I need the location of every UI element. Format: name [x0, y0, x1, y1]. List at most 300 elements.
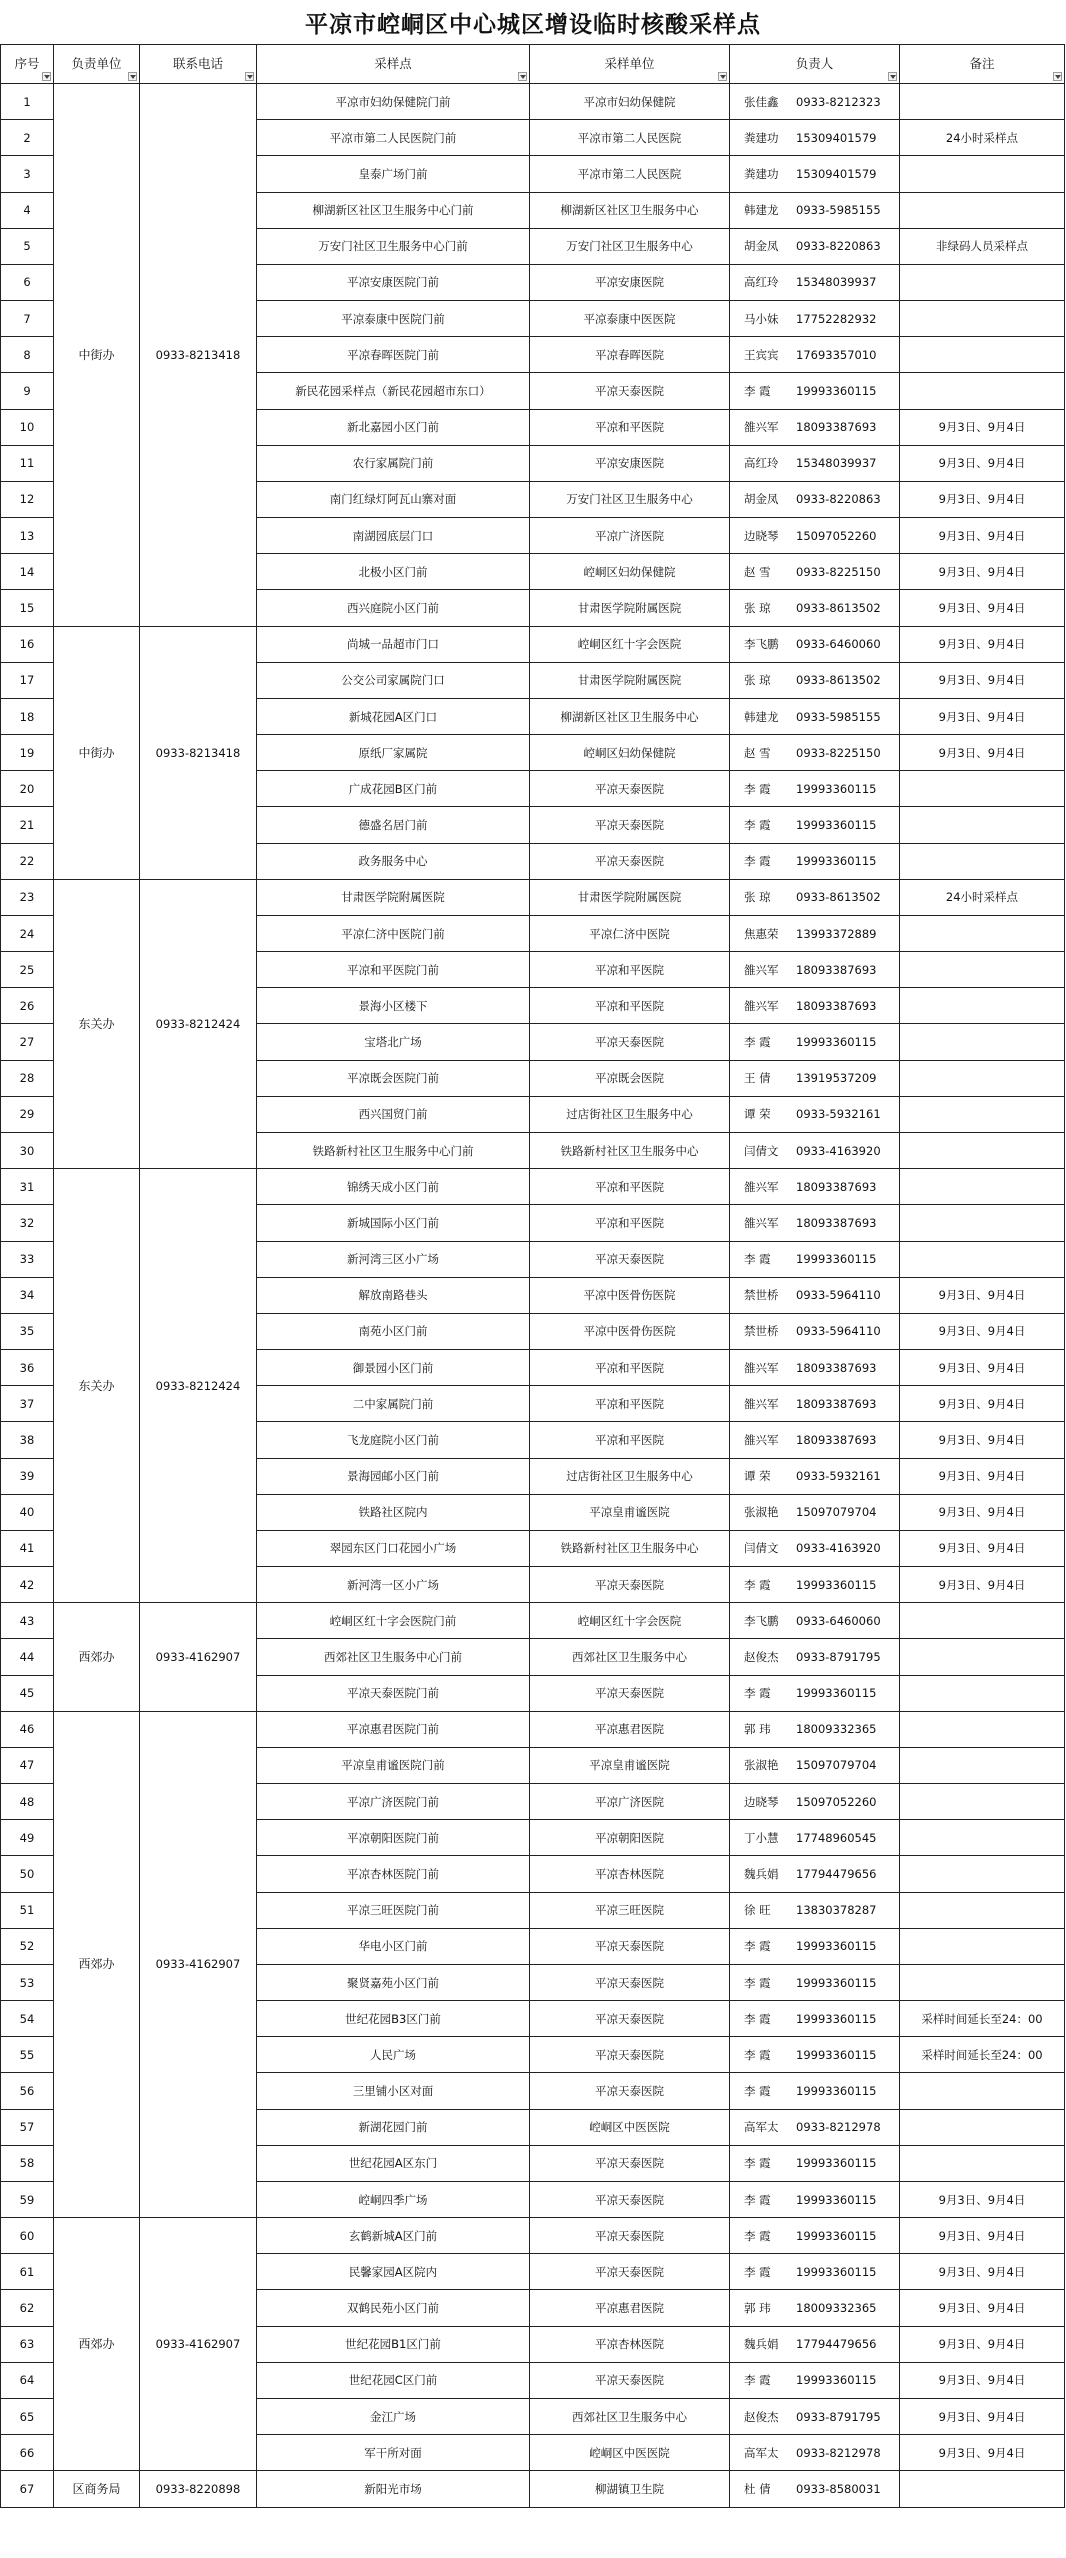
person-name: 张 琼 — [744, 673, 771, 688]
header-person[interactable]: 负责人 — [730, 45, 900, 84]
note — [900, 1892, 1065, 1928]
person-in-charge — [730, 2073, 900, 2109]
sampling-unit: 平凉天泰医院 — [530, 373, 730, 409]
sampling-unit: 平凉天泰医院 — [530, 843, 730, 879]
person-phone: 15348039937 — [796, 456, 877, 471]
sampling-unit: 崆峒区妇幼保健院 — [530, 554, 730, 590]
person-name: 魏兵娟 — [744, 1867, 779, 1881]
person-phone: 19993360115 — [796, 1975, 877, 1990]
note: 采样时间延长至24：00 — [900, 2001, 1065, 2037]
sampling-unit: 平凉天泰医院 — [530, 2037, 730, 2073]
person-in-charge — [730, 337, 900, 373]
sampling-site: 平凉天泰医院门前 — [257, 1675, 530, 1711]
header-unit[interactable]: 采样单位 — [530, 45, 730, 84]
sampling-unit: 平凉市第二人民医院 — [530, 156, 730, 192]
note — [900, 373, 1065, 409]
person-phone: 0933-6460060 — [796, 637, 881, 652]
person-name: 杜 倩 — [744, 2481, 771, 2496]
sampling-site: 平凉杏林医院门前 — [257, 1856, 530, 1892]
person-phone: 0933-8225150 — [796, 564, 881, 579]
person-phone: 0933-4163920 — [796, 1143, 881, 1158]
person-name: 赵 雪 — [744, 745, 771, 760]
person-name: 禁世桥 — [744, 1288, 779, 1303]
person-phone: 13993372889 — [796, 926, 877, 941]
note — [900, 915, 1065, 951]
person-phone: 19993360115 — [796, 1939, 877, 1954]
row-index: 37 — [1, 1386, 54, 1422]
note: 9月3日、9月4日 — [900, 1350, 1065, 1386]
person-name: 马小妹 — [744, 311, 779, 326]
note — [900, 1675, 1065, 1711]
responsible-office: 西郊办 — [54, 1603, 140, 1712]
sampling-unit: 平凉天泰医院 — [530, 2145, 730, 2181]
row-index: 60 — [1, 2218, 54, 2254]
person-name: 李 霞 — [744, 1577, 771, 1592]
table-row — [1, 2218, 1065, 2254]
person-phone: 19993360115 — [796, 1577, 877, 1592]
note — [900, 1603, 1065, 1639]
sampling-site: 新民花园采样点（新民花园超市东口） — [257, 373, 530, 409]
person-name: 雒兴军 — [744, 962, 779, 977]
table-body — [1, 84, 1065, 2508]
person-in-charge — [730, 988, 900, 1024]
row-index: 25 — [1, 952, 54, 988]
sampling-site: 世纪花园B3区门前 — [257, 2001, 530, 2037]
person-name: 李 霞 — [744, 1035, 771, 1050]
sampling-site: 民馨家园A区院内 — [257, 2254, 530, 2290]
sampling-site: 南门红绿灯阿瓦山寨对面 — [257, 481, 530, 517]
person-in-charge — [730, 1639, 900, 1675]
person-in-charge — [730, 445, 900, 481]
person-name: 李 霞 — [744, 2264, 771, 2279]
person-phone: 13919537209 — [796, 1071, 877, 1086]
sampling-site: 人民广场 — [257, 2037, 530, 2073]
sampling-unit: 崆峒区红十字会医院 — [530, 1603, 730, 1639]
note: 9月3日、9月4日 — [900, 626, 1065, 662]
note: 24小时采样点 — [900, 120, 1065, 156]
person-in-charge — [730, 2326, 900, 2362]
responsible-office: 区商务局 — [54, 2471, 140, 2507]
person-in-charge — [730, 2145, 900, 2181]
note — [900, 2471, 1065, 2507]
person-phone: 18093387693 — [796, 420, 877, 435]
sampling-site: 西郊社区卫生服务中心门前 — [257, 1639, 530, 1675]
sampling-site: 新湖花园门前 — [257, 2109, 530, 2145]
person-in-charge — [730, 228, 900, 264]
office-phone: 0933-4162907 — [140, 1711, 257, 2217]
note — [900, 1820, 1065, 1856]
sampling-unit: 平凉和平医院 — [530, 952, 730, 988]
sampling-unit: 平凉天泰医院 — [530, 1567, 730, 1603]
note — [900, 1241, 1065, 1277]
sampling-unit: 平凉天泰医院 — [530, 807, 730, 843]
row-index: 4 — [1, 192, 54, 228]
person-phone: 17748960545 — [796, 1830, 877, 1845]
sampling-unit: 铁路新村社区卫生服务中心 — [530, 1530, 730, 1566]
person-phone: 15309401579 — [796, 166, 877, 181]
sampling-unit: 平凉天泰医院 — [530, 1928, 730, 1964]
row-index: 38 — [1, 1422, 54, 1458]
row-index: 47 — [1, 1747, 54, 1783]
row-index: 8 — [1, 337, 54, 373]
sampling-site: 宝塔北广场 — [257, 1024, 530, 1060]
person-phone: 19993360115 — [796, 818, 877, 833]
row-index: 17 — [1, 662, 54, 698]
person-name: 丁小慧 — [744, 1830, 779, 1845]
row-index: 62 — [1, 2290, 54, 2326]
person-in-charge — [730, 554, 900, 590]
note — [900, 84, 1065, 120]
row-index: 14 — [1, 554, 54, 590]
person-phone: 0933-8212323 — [796, 94, 881, 109]
row-index: 5 — [1, 228, 54, 264]
note — [900, 1784, 1065, 1820]
person-phone: 15097079704 — [796, 1758, 877, 1773]
sampling-unit: 甘肃医学院附属医院 — [530, 879, 730, 915]
note — [900, 1856, 1065, 1892]
person-phone: 19993360115 — [796, 2156, 877, 2171]
header-office[interactable]: 负责单位 — [54, 45, 140, 84]
note: 9月3日、9月4日 — [900, 518, 1065, 554]
row-index: 41 — [1, 1530, 54, 1566]
person-phone: 0933-8613502 — [796, 890, 881, 905]
row-index: 39 — [1, 1458, 54, 1494]
person-in-charge — [730, 1132, 900, 1168]
row-index: 13 — [1, 518, 54, 554]
sampling-unit: 平凉安康医院 — [530, 264, 730, 300]
person-phone: 19993360115 — [796, 2264, 877, 2279]
note — [900, 2073, 1065, 2109]
sampling-site: 甘肃医学院附属医院 — [257, 879, 530, 915]
note — [900, 1639, 1065, 1675]
row-index: 66 — [1, 2435, 54, 2471]
note: 9月3日、9月4日 — [900, 2181, 1065, 2217]
sampling-site: 世纪花园C区门前 — [257, 2362, 530, 2398]
sampling-unit: 平凉和平医院 — [530, 988, 730, 1024]
person-name: 高军太 — [744, 2445, 779, 2460]
sampling-site: 平凉泰康中医院门前 — [257, 301, 530, 337]
sampling-site: 平凉既会医院门前 — [257, 1060, 530, 1096]
sampling-unit: 平凉中医骨伤医院 — [530, 1313, 730, 1349]
person-phone: 0933-8220863 — [796, 239, 881, 254]
note: 9月3日、9月4日 — [900, 1458, 1065, 1494]
person-name: 韩建龙 — [744, 709, 779, 724]
person-name: 王 倩 — [744, 1071, 771, 1086]
sampling-unit: 平凉天泰医院 — [530, 1964, 730, 2000]
sampling-unit: 甘肃医学院附属医院 — [530, 590, 730, 626]
person-phone: 18009332365 — [796, 1722, 877, 1737]
person-name: 李 霞 — [744, 854, 771, 869]
sampling-site: 平凉惠君医院门前 — [257, 1711, 530, 1747]
person-phone: 19993360115 — [796, 1686, 877, 1701]
person-in-charge — [730, 1350, 900, 1386]
person-phone: 17693357010 — [796, 347, 877, 362]
row-index: 21 — [1, 807, 54, 843]
sampling-unit: 平凉和平医院 — [530, 1205, 730, 1241]
note — [900, 1132, 1065, 1168]
row-index: 18 — [1, 698, 54, 734]
person-phone: 15097052260 — [796, 528, 877, 543]
person-in-charge — [730, 1820, 900, 1856]
row-index: 46 — [1, 1711, 54, 1747]
person-in-charge — [730, 2001, 900, 2037]
row-index: 56 — [1, 2073, 54, 2109]
sampling-site: 尚城一品超市门口 — [257, 626, 530, 662]
person-in-charge — [730, 2362, 900, 2398]
row-index: 28 — [1, 1060, 54, 1096]
person-phone: 19993360115 — [796, 854, 877, 869]
person-name: 李飞鹏 — [744, 637, 779, 652]
person-phone: 0933-8212978 — [796, 2120, 881, 2135]
person-name: 边晓琴 — [744, 1794, 779, 1809]
person-in-charge — [730, 662, 900, 698]
person-in-charge — [730, 2399, 900, 2435]
sampling-site: 平凉安康医院门前 — [257, 264, 530, 300]
person-in-charge — [730, 2290, 900, 2326]
note: 9月3日、9月4日 — [900, 1422, 1065, 1458]
note — [900, 807, 1065, 843]
person-in-charge — [730, 301, 900, 337]
person-in-charge — [730, 264, 900, 300]
note: 9月3日、9月4日 — [900, 2435, 1065, 2471]
sampling-site: 新河湾三区小广场 — [257, 1241, 530, 1277]
office-phone: 0933-8220898 — [140, 2471, 257, 2507]
filter-dropdown-icon[interactable] — [888, 72, 897, 81]
sampling-site: 翠园东区门口花园小广场 — [257, 1530, 530, 1566]
sampling-site: 景海园邮小区门前 — [257, 1458, 530, 1494]
note — [900, 843, 1065, 879]
sampling-site: 飞龙庭院小区门前 — [257, 1422, 530, 1458]
row-index: 23 — [1, 879, 54, 915]
table-row — [1, 1603, 1065, 1639]
row-index: 29 — [1, 1096, 54, 1132]
person-name: 张 琼 — [744, 890, 771, 905]
header-phone[interactable]: 联系电话 — [140, 45, 257, 84]
filter-dropdown-icon[interactable] — [718, 72, 727, 81]
sampling-unit: 平凉朝阳医院 — [530, 1820, 730, 1856]
sampling-unit: 平凉天泰医院 — [530, 2001, 730, 2037]
responsible-office: 西郊办 — [54, 2218, 140, 2471]
sampling-unit: 平凉天泰医院 — [530, 1241, 730, 1277]
person-in-charge — [730, 1169, 900, 1205]
person-in-charge — [730, 590, 900, 626]
person-name: 焦惠荣 — [744, 926, 779, 941]
person-phone: 19993360115 — [796, 1252, 877, 1267]
note: 9月3日、9月4日 — [900, 409, 1065, 445]
person-phone: 18093387693 — [796, 998, 877, 1013]
row-index: 58 — [1, 2145, 54, 2181]
note: 9月3日、9月4日 — [900, 445, 1065, 481]
row-index: 24 — [1, 915, 54, 951]
sampling-unit: 万安门社区卫生服务中心 — [530, 481, 730, 517]
sampling-site: 聚贤嘉苑小区门前 — [257, 1964, 530, 2000]
row-index: 40 — [1, 1494, 54, 1530]
filter-dropdown-icon[interactable] — [245, 72, 254, 81]
sampling-unit: 平凉天泰医院 — [530, 2218, 730, 2254]
sampling-site: 新河湾一区小广场 — [257, 1567, 530, 1603]
note: 9月3日、9月4日 — [900, 2218, 1065, 2254]
sampling-site: 公交公司家属院门口 — [257, 662, 530, 698]
person-name: 李 霞 — [744, 383, 771, 398]
person-name: 雒兴军 — [744, 1396, 779, 1411]
person-phone: 0933-8212978 — [796, 2445, 881, 2460]
note: 9月3日、9月4日 — [900, 1567, 1065, 1603]
person-name: 粪建功 — [744, 166, 779, 181]
sampling-site: 双鹤民苑小区门前 — [257, 2290, 530, 2326]
person-in-charge — [730, 1024, 900, 1060]
person-in-charge — [730, 2181, 900, 2217]
table-row — [1, 2471, 1065, 2507]
sampling-site: 新北嘉园小区门前 — [257, 409, 530, 445]
filter-dropdown-icon[interactable] — [1053, 72, 1062, 81]
row-index: 11 — [1, 445, 54, 481]
sampling-site: 万安门社区卫生服务中心门前 — [257, 228, 530, 264]
note: 9月3日、9月4日 — [900, 1494, 1065, 1530]
header-note[interactable]: 备注 — [900, 45, 1065, 84]
person-name: 李 霞 — [744, 2373, 771, 2388]
sampling-site: 南湖园底层门口 — [257, 518, 530, 554]
person-in-charge — [730, 915, 900, 951]
person-phone: 18093387693 — [796, 1215, 877, 1230]
note: 9月3日、9月4日 — [900, 735, 1065, 771]
row-index: 65 — [1, 2399, 54, 2435]
sampling-unit: 甘肃医学院附属医院 — [530, 662, 730, 698]
person-phone: 0933-8791795 — [796, 1649, 881, 1664]
sampling-unit: 平凉天泰医院 — [530, 1675, 730, 1711]
note — [900, 2109, 1065, 2145]
person-phone: 18093387693 — [796, 1396, 877, 1411]
person-in-charge — [730, 120, 900, 156]
person-in-charge — [730, 1313, 900, 1349]
sampling-site: 平凉三旺医院门前 — [257, 1892, 530, 1928]
person-phone: 0933-5985155 — [796, 709, 881, 724]
sampling-unit: 柳湖镇卫生院 — [530, 2471, 730, 2507]
table-row — [1, 1711, 1065, 1747]
person-in-charge — [730, 1060, 900, 1096]
person-in-charge — [730, 771, 900, 807]
row-index: 34 — [1, 1277, 54, 1313]
person-name: 雒兴军 — [744, 1215, 779, 1230]
sampling-site: 德盛名居门前 — [257, 807, 530, 843]
sampling-site: 金江广场 — [257, 2399, 530, 2435]
person-phone: 19993360115 — [796, 2373, 877, 2388]
person-in-charge — [730, 1530, 900, 1566]
sampling-unit: 西郊社区卫生服务中心 — [530, 2399, 730, 2435]
person-phone: 15097052260 — [796, 1794, 877, 1809]
person-phone: 0933-4163920 — [796, 1541, 881, 1556]
note — [900, 1205, 1065, 1241]
row-index: 1 — [1, 84, 54, 120]
sampling-unit: 平凉杏林医院 — [530, 1856, 730, 1892]
person-phone: 0933-8791795 — [796, 2409, 881, 2424]
sampling-unit: 平凉天泰医院 — [530, 2181, 730, 2217]
person-in-charge — [730, 1711, 900, 1747]
person-in-charge — [730, 1603, 900, 1639]
note: 9月3日、9月4日 — [900, 554, 1065, 590]
table-row — [1, 84, 1065, 120]
person-name: 张 琼 — [744, 600, 771, 615]
filter-dropdown-icon[interactable] — [42, 72, 51, 81]
sampling-unit: 平凉既会医院 — [530, 1060, 730, 1096]
sampling-site: 南苑小区门前 — [257, 1313, 530, 1349]
person-name: 李 霞 — [744, 2156, 771, 2171]
sampling-site: 三里铺小区对面 — [257, 2073, 530, 2109]
row-index: 51 — [1, 1892, 54, 1928]
person-in-charge — [730, 1458, 900, 1494]
sampling-site: 农行家属院门前 — [257, 445, 530, 481]
row-index: 15 — [1, 590, 54, 626]
sampling-unit: 平凉杏林医院 — [530, 2326, 730, 2362]
sampling-unit: 平凉广济医院 — [530, 518, 730, 554]
person-name: 张淑艳 — [744, 1758, 779, 1773]
sampling-site: 新城花园A区门口 — [257, 698, 530, 734]
person-name: 韩建龙 — [744, 203, 779, 218]
row-index: 32 — [1, 1205, 54, 1241]
sampling-site: 御景园小区门前 — [257, 1350, 530, 1386]
responsible-office: 东关办 — [54, 1169, 140, 1603]
note: 24小时采样点 — [900, 879, 1065, 915]
person-phone: 13830378287 — [796, 1903, 877, 1918]
row-index: 64 — [1, 2362, 54, 2398]
person-name: 雒兴军 — [744, 998, 779, 1013]
person-name: 张淑艳 — [744, 1505, 779, 1520]
sampling-site: 解放南路巷头 — [257, 1277, 530, 1313]
person-phone: 17794479656 — [796, 1867, 877, 1881]
person-phone: 18093387693 — [796, 1360, 877, 1375]
sampling-unit: 西郊社区卫生服务中心 — [530, 1639, 730, 1675]
person-name: 郭 玮 — [744, 1722, 771, 1737]
sampling-site: 华电小区门前 — [257, 1928, 530, 1964]
person-in-charge — [730, 156, 900, 192]
note: 9月3日、9月4日 — [900, 2254, 1065, 2290]
person-name: 李 霞 — [744, 781, 771, 796]
header-site[interactable]: 采样点 — [257, 45, 530, 84]
sampling-site: 锦绣天成小区门前 — [257, 1169, 530, 1205]
office-phone: 0933-8212424 — [140, 1169, 257, 1603]
note — [900, 192, 1065, 228]
sampling-unit: 平凉天泰医院 — [530, 2254, 730, 2290]
note: 9月3日、9月4日 — [900, 1277, 1065, 1313]
row-index: 44 — [1, 1639, 54, 1675]
person-phone: 15348039937 — [796, 275, 877, 290]
filter-dropdown-icon[interactable] — [128, 72, 137, 81]
person-in-charge — [730, 1675, 900, 1711]
person-name: 张佳鑫 — [744, 94, 779, 109]
person-phone: 0933-6460060 — [796, 1613, 881, 1628]
person-name: 高红玲 — [744, 275, 779, 290]
person-name: 高军太 — [744, 2120, 779, 2135]
sampling-site: 景海小区楼下 — [257, 988, 530, 1024]
filter-dropdown-icon[interactable] — [518, 72, 527, 81]
person-in-charge — [730, 698, 900, 734]
row-index: 57 — [1, 2109, 54, 2145]
note: 9月3日、9月4日 — [900, 1386, 1065, 1422]
person-name: 李 霞 — [744, 2084, 771, 2099]
note: 9月3日、9月4日 — [900, 2290, 1065, 2326]
row-index: 9 — [1, 373, 54, 409]
person-in-charge — [730, 735, 900, 771]
sampling-site: 平凉市妇幼保健院门前 — [257, 84, 530, 120]
person-in-charge — [730, 626, 900, 662]
sampling-unit: 崆峒区中医医院 — [530, 2435, 730, 2471]
header-index[interactable]: 序号 — [1, 45, 54, 84]
sampling-site: 平凉春晖医院门前 — [257, 337, 530, 373]
sampling-unit: 柳湖新区社区卫生服务中心 — [530, 192, 730, 228]
person-name: 郭 玮 — [744, 2301, 771, 2316]
person-name: 魏兵娟 — [744, 2337, 779, 2352]
sampling-unit: 平凉天泰医院 — [530, 2362, 730, 2398]
sampling-site: 玄鹤新城A区门前 — [257, 2218, 530, 2254]
